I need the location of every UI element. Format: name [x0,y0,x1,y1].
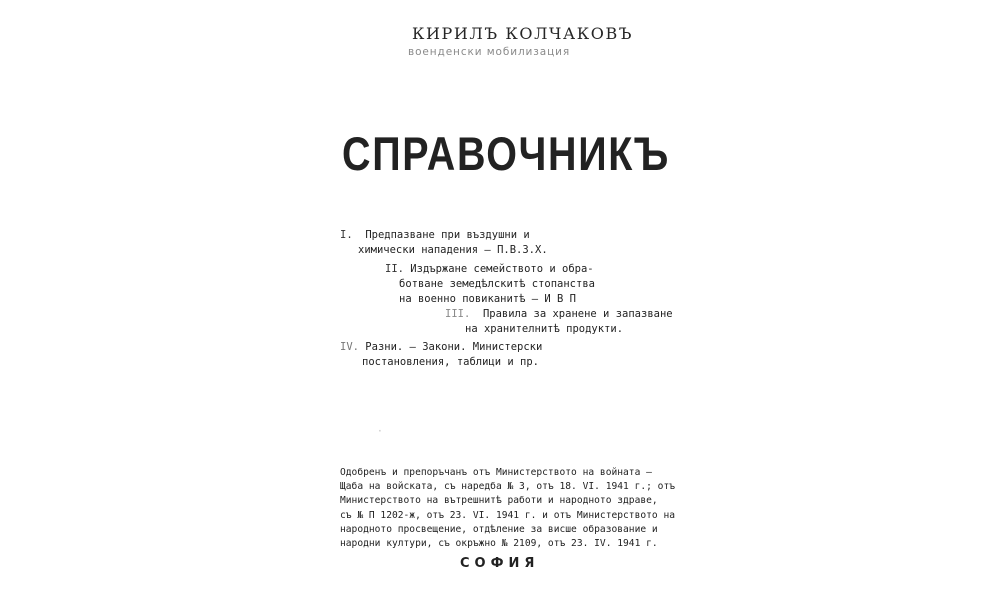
section-3-line-1: Правила за хранене и запазване [482,308,673,320]
approval-line-5: народното просвещение, отдѣление за висше образование и [340,523,658,535]
publication-city: СОФИЯ [460,556,540,571]
section-1 [340,228,548,258]
section-2-line-3: на военно повиканитѣ — И В П [399,293,577,305]
approval-line-1: Одобренъ и препоръчанъ отъ Министерството на войната — [340,467,652,478]
section-2 [385,262,595,307]
section-1-line-2: химически нападения — П.В.З.Х. [358,244,548,256]
approval-line-2: Щаба на войската, съ наредба № 3, отъ 18. VI. 1941 г.; отъ [340,481,676,493]
approval-line-3: Министерството на вътрешнитѣ работи и народното здраве, [340,495,658,507]
section-4-line-1: Разни. — Закони. Министерски [365,341,543,353]
section-1-number: I. [340,229,353,241]
section-4 [340,340,542,370]
approval-notice [340,466,676,551]
section-1-line-1: Предпазване при въздушни и [365,229,530,241]
section-3-number: III. [445,308,471,320]
author-name: КИРИЛЪ КОЛЧАКОВЪ [412,24,634,43]
section-3-line-2: на хранителнитѣ продукти. [465,323,624,335]
paper-speck: · [378,424,382,438]
approval-line-4: съ № П 1202-ж, отъ 23. VI. 1941 г. и отъ Министерството на [340,509,676,521]
page-title: СПРАВОЧНИКЪ [342,127,671,180]
author-subtitle: военденски мобилизация [408,46,571,58]
section-2-line-2: ботване земедѣлскитѣ стопанства [399,278,595,290]
section-4-number: IV. [340,341,359,353]
section-2-line-1: Издържане семейството и обра- [410,263,594,275]
approval-line-6: народни култури, съ окръжно № 2109, отъ 23. IV. 1941 г. [340,538,658,550]
section-2-number: II. [385,263,404,275]
section-4-line-2: постановления, таблици и пр. [362,356,540,368]
section-3 [445,307,673,337]
